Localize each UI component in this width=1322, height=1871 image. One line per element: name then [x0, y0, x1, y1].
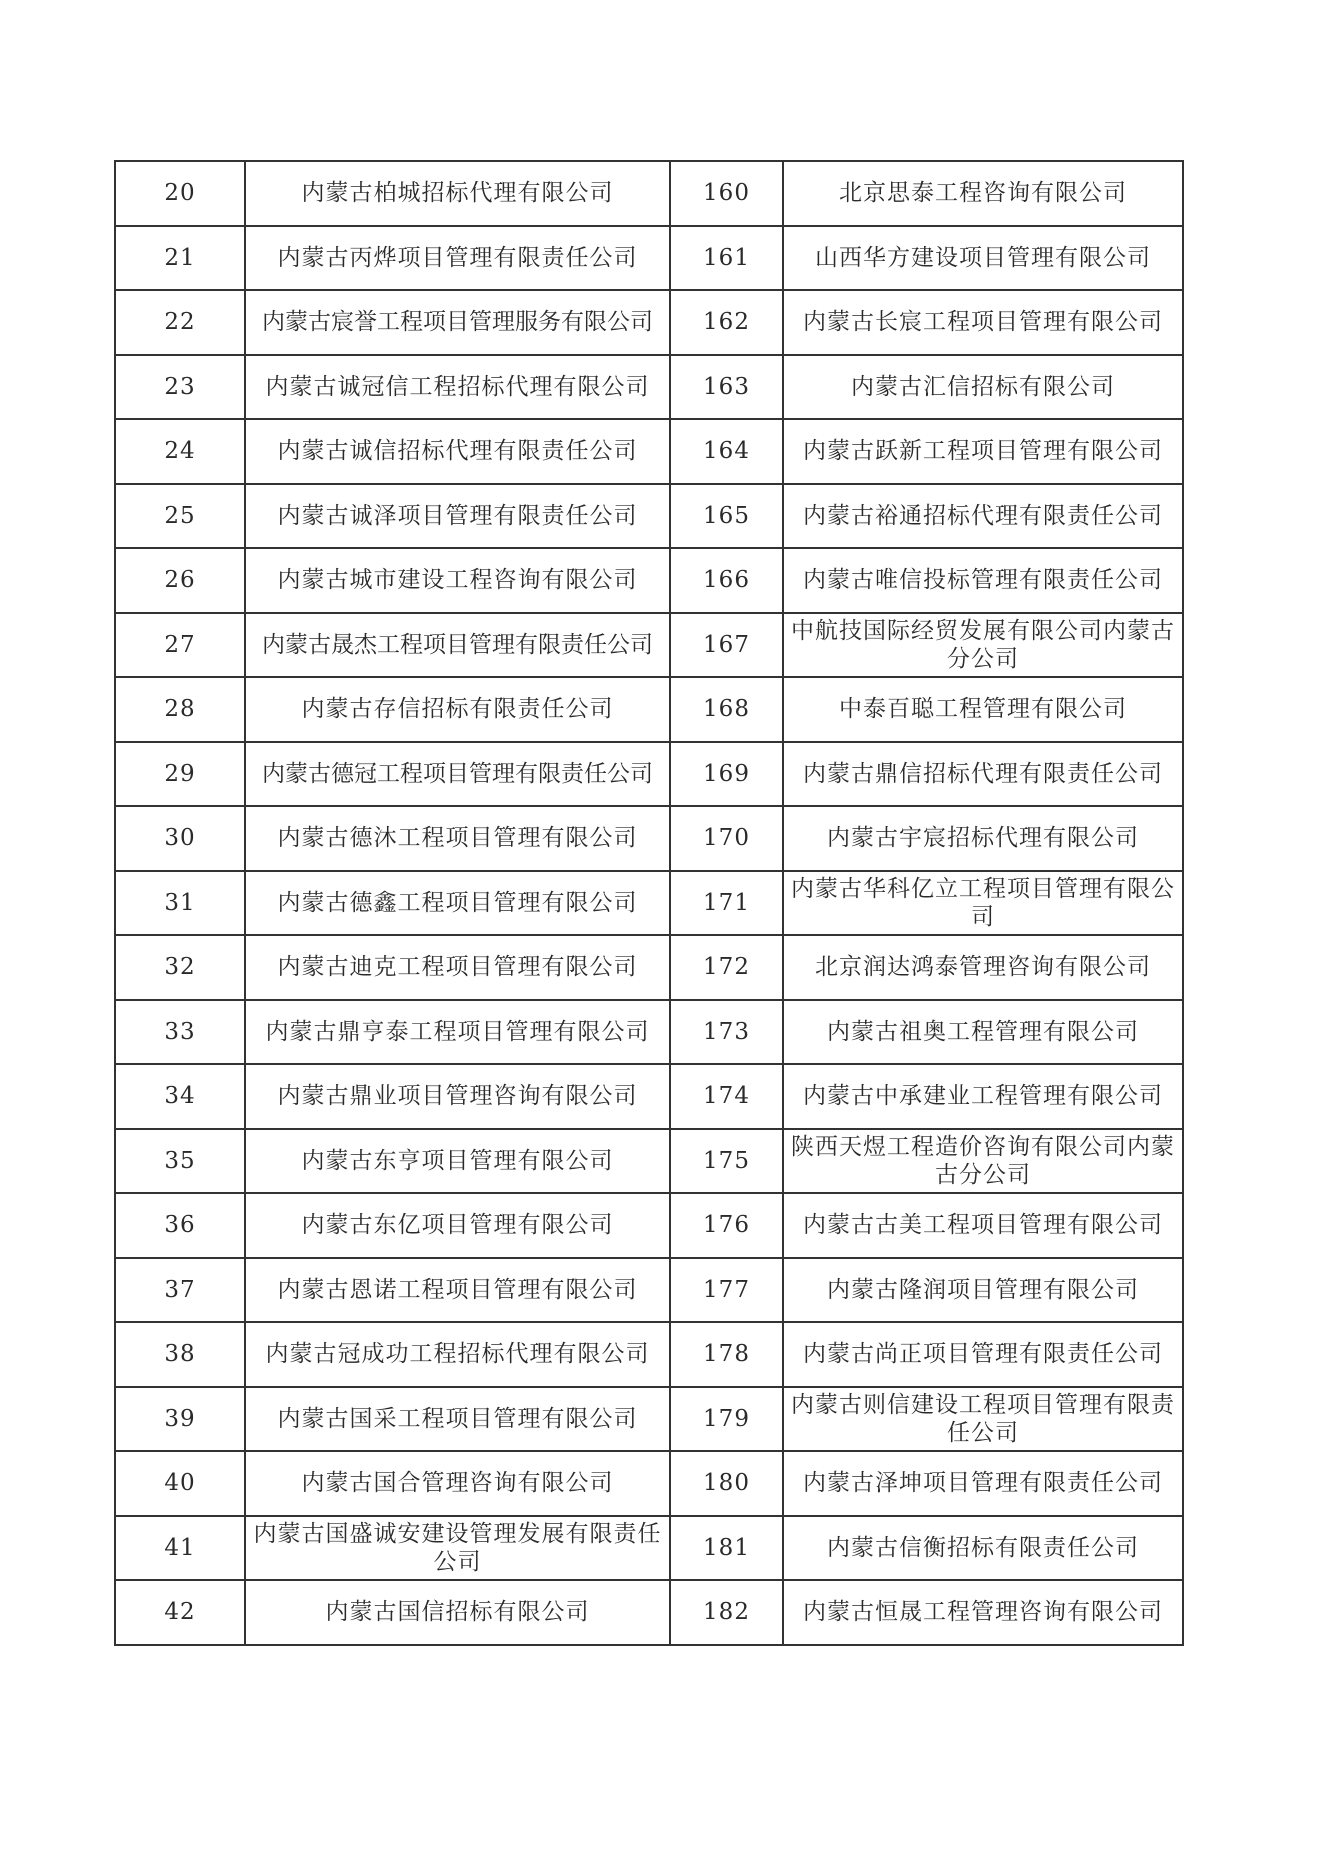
left-company-name: 内蒙古宸誉工程项目管理服务有限公司 — [245, 290, 670, 355]
left-number: 26 — [115, 548, 245, 613]
right-company-name: 中泰百聪工程管理有限公司 — [783, 677, 1183, 742]
left-number: 27 — [115, 613, 245, 678]
table-row — [115, 677, 1183, 742]
left-company-name: 内蒙古德沐工程项目管理有限公司 — [245, 806, 670, 871]
table-row — [115, 1387, 1183, 1452]
right-number: 162 — [670, 290, 783, 355]
right-number: 169 — [670, 742, 783, 807]
table-row — [115, 226, 1183, 291]
right-number: 179 — [670, 1387, 783, 1452]
left-company-name: 内蒙古柏城招标代理有限公司 — [245, 161, 670, 226]
right-company-name: 内蒙古祖奥工程管理有限公司 — [783, 1000, 1183, 1065]
left-number: 35 — [115, 1129, 245, 1194]
left-company-name: 内蒙古丙烨项目管理有限责任公司 — [245, 226, 670, 291]
left-number: 23 — [115, 355, 245, 420]
right-company-name: 内蒙古中承建业工程管理有限公司 — [783, 1064, 1183, 1129]
left-number: 40 — [115, 1451, 245, 1516]
right-company-name: 内蒙古泽坤项目管理有限责任公司 — [783, 1451, 1183, 1516]
right-company-name: 内蒙古裕通招标代理有限责任公司 — [783, 484, 1183, 549]
left-company-name: 内蒙古诚泽项目管理有限责任公司 — [245, 484, 670, 549]
left-number: 41 — [115, 1516, 245, 1581]
table-row — [115, 1451, 1183, 1516]
left-company-name: 内蒙古冠成功工程招标代理有限公司 — [245, 1322, 670, 1387]
left-number: 38 — [115, 1322, 245, 1387]
right-number: 174 — [670, 1064, 783, 1129]
left-company-name: 内蒙古东亨项目管理有限公司 — [245, 1129, 670, 1194]
table-row — [115, 1064, 1183, 1129]
right-number: 178 — [670, 1322, 783, 1387]
right-company-name: 山西华方建设项目管理有限公司 — [783, 226, 1183, 291]
right-number: 177 — [670, 1258, 783, 1323]
left-number: 37 — [115, 1258, 245, 1323]
right-number: 170 — [670, 806, 783, 871]
right-number: 182 — [670, 1580, 783, 1645]
left-number: 25 — [115, 484, 245, 549]
right-number: 167 — [670, 613, 783, 678]
table-row — [115, 613, 1183, 678]
right-number: 180 — [670, 1451, 783, 1516]
right-company-name: 内蒙古唯信投标管理有限责任公司 — [783, 548, 1183, 613]
right-number: 163 — [670, 355, 783, 420]
table-row — [115, 355, 1183, 420]
right-number: 164 — [670, 419, 783, 484]
right-company-name: 北京润达鸿泰管理咨询有限公司 — [783, 935, 1183, 1000]
right-number: 172 — [670, 935, 783, 1000]
left-number: 32 — [115, 935, 245, 1000]
left-company-name: 内蒙古晟杰工程项目管理有限责任公司 — [245, 613, 670, 678]
right-company-name: 内蒙古宇宸招标代理有限公司 — [783, 806, 1183, 871]
left-number: 24 — [115, 419, 245, 484]
right-company-name: 陕西天煜工程造价咨询有限公司内蒙古分公司 — [783, 1129, 1183, 1194]
right-company-name: 内蒙古鼎信招标代理有限责任公司 — [783, 742, 1183, 807]
table-row — [115, 1258, 1183, 1323]
right-company-name: 内蒙古跃新工程项目管理有限公司 — [783, 419, 1183, 484]
right-number: 166 — [670, 548, 783, 613]
left-number: 22 — [115, 290, 245, 355]
right-company-name: 内蒙古长宸工程项目管理有限公司 — [783, 290, 1183, 355]
right-company-name: 内蒙古汇信招标有限公司 — [783, 355, 1183, 420]
table-row — [115, 1516, 1183, 1581]
left-company-name: 内蒙古国盛诚安建设管理发展有限责任公司 — [245, 1516, 670, 1581]
table-body — [115, 161, 1183, 1645]
right-number: 171 — [670, 871, 783, 936]
left-company-name: 内蒙古东亿项目管理有限公司 — [245, 1193, 670, 1258]
left-company-name: 内蒙古德冠工程项目管理有限责任公司 — [245, 742, 670, 807]
table-row — [115, 1193, 1183, 1258]
right-number: 161 — [670, 226, 783, 291]
table-row — [115, 742, 1183, 807]
company-list-table — [114, 160, 1184, 1646]
right-company-name: 中航技国际经贸发展有限公司内蒙古分公司 — [783, 613, 1183, 678]
right-company-name: 内蒙古古美工程项目管理有限公司 — [783, 1193, 1183, 1258]
left-number: 20 — [115, 161, 245, 226]
right-number: 181 — [670, 1516, 783, 1581]
left-number: 34 — [115, 1064, 245, 1129]
right-company-name: 内蒙古信衡招标有限责任公司 — [783, 1516, 1183, 1581]
table-row — [115, 1000, 1183, 1065]
left-company-name: 内蒙古德鑫工程项目管理有限公司 — [245, 871, 670, 936]
table-row — [115, 806, 1183, 871]
table-row — [115, 290, 1183, 355]
left-number: 36 — [115, 1193, 245, 1258]
table-row — [115, 935, 1183, 1000]
left-company-name: 内蒙古诚冠信工程招标代理有限公司 — [245, 355, 670, 420]
table-row — [115, 484, 1183, 549]
right-number: 173 — [670, 1000, 783, 1065]
right-number: 175 — [670, 1129, 783, 1194]
table-row — [115, 871, 1183, 936]
left-company-name: 内蒙古存信招标有限责任公司 — [245, 677, 670, 742]
left-number: 28 — [115, 677, 245, 742]
right-company-name: 内蒙古隆润项目管理有限公司 — [783, 1258, 1183, 1323]
right-company-name: 内蒙古华科亿立工程项目管理有限公司 — [783, 871, 1183, 936]
left-number: 42 — [115, 1580, 245, 1645]
right-company-name: 内蒙古尚正项目管理有限责任公司 — [783, 1322, 1183, 1387]
right-company-name: 北京思泰工程咨询有限公司 — [783, 161, 1183, 226]
table-row — [115, 1129, 1183, 1194]
left-company-name: 内蒙古国信招标有限公司 — [245, 1580, 670, 1645]
left-number: 21 — [115, 226, 245, 291]
left-number: 39 — [115, 1387, 245, 1452]
left-company-name: 内蒙古城市建设工程咨询有限公司 — [245, 548, 670, 613]
right-company-name: 内蒙古恒晟工程管理咨询有限公司 — [783, 1580, 1183, 1645]
table-row — [115, 548, 1183, 613]
table-row — [115, 419, 1183, 484]
right-number: 176 — [670, 1193, 783, 1258]
left-company-name: 内蒙古国采工程项目管理有限公司 — [245, 1387, 670, 1452]
left-number: 33 — [115, 1000, 245, 1065]
table-row — [115, 161, 1183, 226]
left-number: 30 — [115, 806, 245, 871]
left-company-name: 内蒙古鼎业项目管理咨询有限公司 — [245, 1064, 670, 1129]
left-company-name: 内蒙古鼎亨泰工程项目管理有限公司 — [245, 1000, 670, 1065]
left-company-name: 内蒙古恩诺工程项目管理有限公司 — [245, 1258, 670, 1323]
left-company-name: 内蒙古诚信招标代理有限责任公司 — [245, 419, 670, 484]
right-number: 168 — [670, 677, 783, 742]
right-company-name: 内蒙古则信建设工程项目管理有限责任公司 — [783, 1387, 1183, 1452]
left-company-name: 内蒙古国合管理咨询有限公司 — [245, 1451, 670, 1516]
left-number: 31 — [115, 871, 245, 936]
left-number: 29 — [115, 742, 245, 807]
right-number: 165 — [670, 484, 783, 549]
table-row — [115, 1580, 1183, 1645]
table-row — [115, 1322, 1183, 1387]
right-number: 160 — [670, 161, 783, 226]
left-company-name: 内蒙古迪克工程项目管理有限公司 — [245, 935, 670, 1000]
